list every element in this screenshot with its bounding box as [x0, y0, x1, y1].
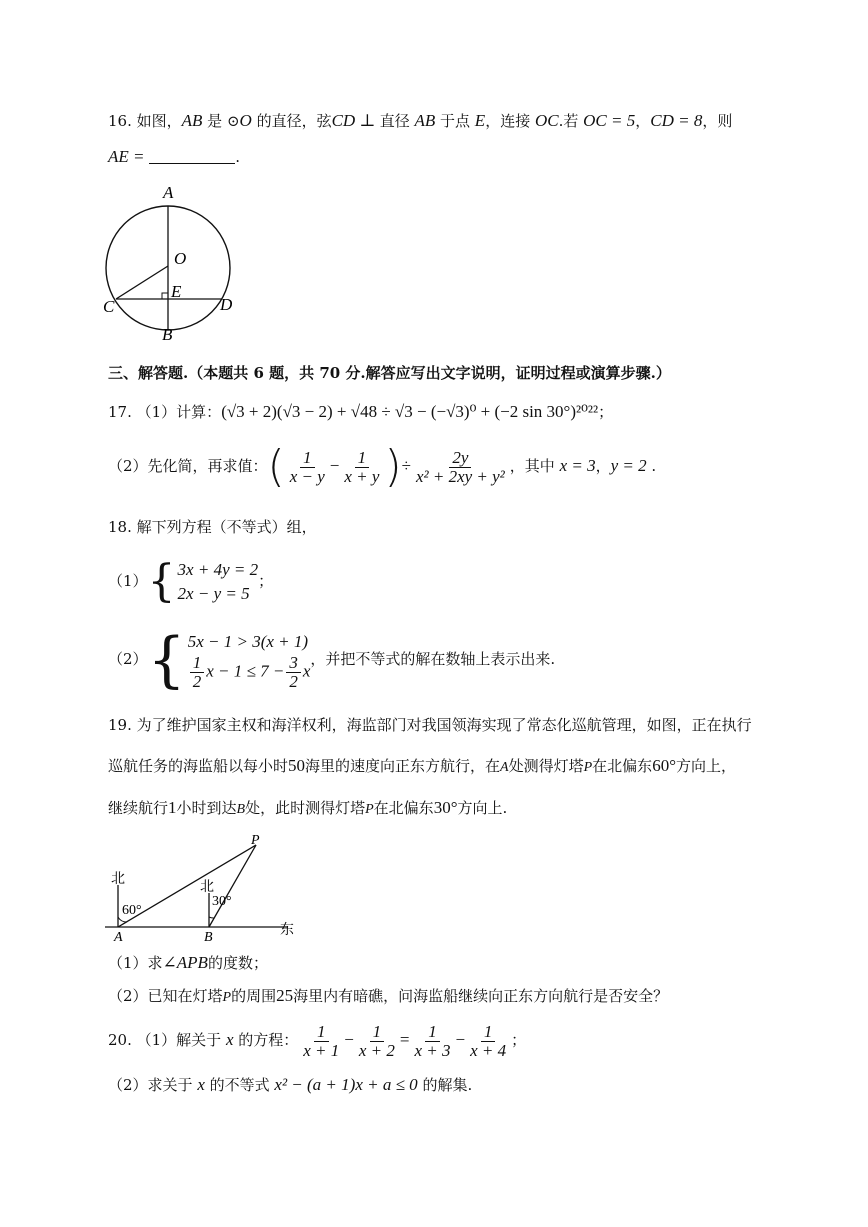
label-B: B: [204, 930, 213, 945]
label-E: E: [171, 282, 182, 301]
q20-part1: 20. （1）解关于 x 的方程： $\frac{1}{x + 1}$ − $\frac{1}{x + 2}$ = $\frac{1}{x + 3}$ − $\frac{1}{x + 4}$ ；: [108, 1021, 527, 1060]
q17-part1: 17. （1）计算：(√3 + 2)(√3 − 2) + √48 ÷ √3 − (−√3)⁰ + (−2 sin 30°)²⁰²²；: [108, 402, 614, 421]
label-angle-30: 30°: [212, 894, 232, 909]
q19-line3: 继续航行1小时到达B处，此时测得灯塔P在北偏东30°方向上.: [108, 798, 508, 817]
circle-figure: [95, 180, 255, 345]
label-C: C: [103, 297, 115, 316]
label-A: A: [114, 930, 123, 945]
label-north-B: 北: [200, 880, 214, 895]
q16-line2: AE = .: [108, 147, 241, 166]
label-A: A: [163, 183, 174, 202]
q18-part2: （2）{ 5x − 1 > 3(x + 1) $\frac{1}{2}$ x − 1 ≤ 7 − $\frac{3}{2}$ x ，并把不等式的解在数轴上表示出来.: [108, 625, 556, 695]
answer-blank: [149, 149, 235, 164]
q18-part1: （1）{ 3x + 4y = 2 2x − y = 5 ；: [108, 556, 274, 607]
label-B: B: [162, 325, 173, 344]
label-angle-60: 60°: [122, 903, 142, 918]
q16-line1: 16. 如图，AB 是 ⊙O 的直径，弦CD ⊥ 直径 AB 于点 E，连接 OC.若 OC = 5，CD = 8，则: [108, 111, 733, 130]
q19-line1: 19. 为了维护国家主权和海洋权利，海监部门对我国领海实现了常态化巡航管理，如图，正在执行: [108, 716, 752, 734]
q18-title: 18. 解下列方程（不等式）组，: [108, 518, 317, 536]
label-D: D: [220, 295, 233, 314]
q19-sub1: （1）求∠APB的度数；: [108, 953, 268, 972]
q19-sub2: （2）已知在灯塔P的周围25海里内有暗礁，问海监船继续向正东方向航行是否安全？: [108, 986, 669, 1005]
q20-part2: （2）求关于 x 的不等式 x² − (a + 1)x + a ≤ 0 的解集.: [108, 1075, 473, 1094]
q17-part2: （2）先化简，再求值：( $\frac{1}{x - y}$ − $\frac{1}{x + y}$ )÷ $\frac{2y}{\text{x² + 2xy + y²}}$ ，其中 x = 3，y = 2 .: [108, 441, 657, 492]
section-heading: 三、解答题.（本题共 6 题，共 70 分.解答应写出文字说明，证明过程或演算步骤.）: [108, 364, 671, 382]
label-east: 东: [280, 923, 294, 938]
q19-line2: 巡航任务的海监船以每小时50海里的速度向正东方航行，在A处测得灯塔P在北偏东60°方向上，: [108, 756, 737, 775]
label-north-A: 北: [111, 872, 125, 887]
label-O: O: [174, 249, 187, 268]
navigation-figure: [100, 830, 300, 948]
label-P: P: [251, 833, 260, 848]
